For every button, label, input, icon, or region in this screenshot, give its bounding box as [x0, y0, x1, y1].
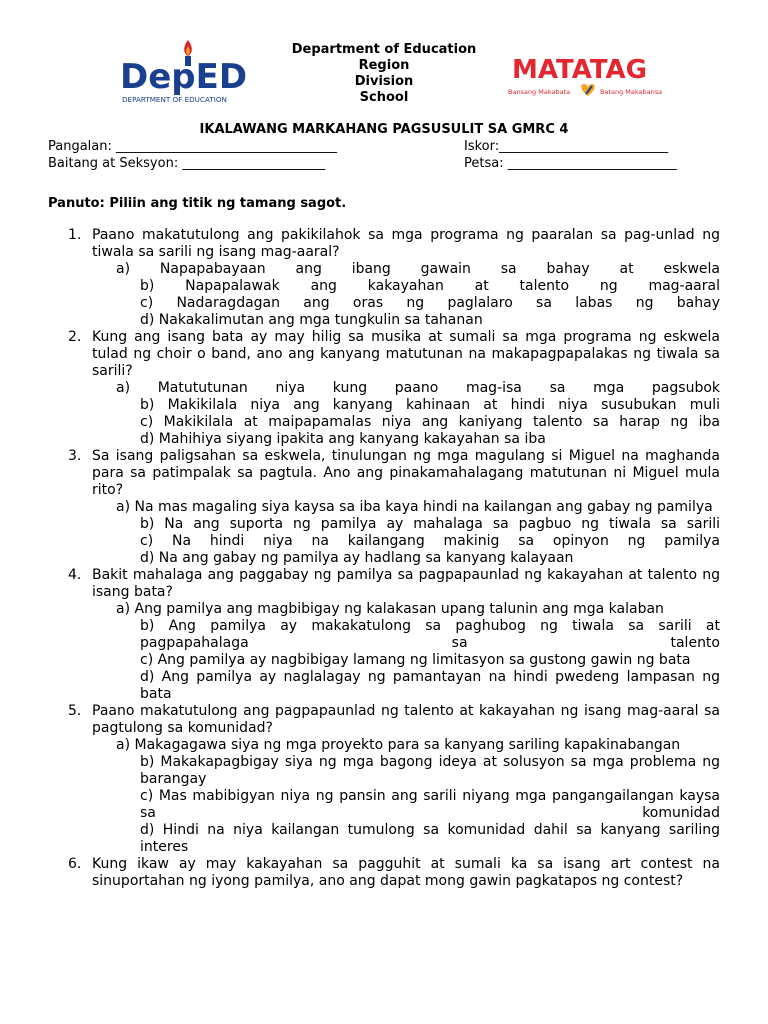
question-number: 2.	[68, 329, 82, 345]
question-number: 3.	[68, 448, 82, 464]
question-number: 4.	[68, 567, 82, 583]
option-d[interactable]: d) Na ang gabay ng pamilya ay hadlang sa kanyang kalayaan	[140, 550, 574, 566]
question-text: Sa isang paligsahan sa eskwela, tinulungan ng mga magulang si Miguel na maghanda para sa patimpalak sa pagtula. Ano ang pinakamahalagang matutunan ni Miguel mula rito?	[92, 448, 720, 498]
question-number: 1.	[68, 227, 82, 243]
option-d[interactable]: d) Ang pamilya ay naglalagay ng pamantayan na hindi pwedeng lampasan ng bata	[140, 669, 720, 702]
question-number: 6.	[68, 856, 82, 872]
score-field[interactable]: Iskor:__________________________	[464, 139, 669, 154]
question-number: 5.	[68, 703, 82, 719]
question-2	[68, 329, 720, 380]
question-text: Kung ang isang bata ay may hilig sa musika at sumali sa mga programa ng eskwela tulad ng choir o band, ano ang kanyang matutunan na makapagpapalakas ng tiwala sa sarili?	[92, 329, 720, 379]
option-b[interactable]: b) Makikilala niya ang kanyang kahinaan at hindi niya susubukan muli	[140, 397, 720, 413]
option-a[interactable]: a) Ang pamilya ang magbibigay ng kalakasan upang talunin ang mga kalaban	[116, 601, 664, 617]
date-field[interactable]: Petsa: __________________________	[464, 156, 677, 171]
exam-title: IKALAWANG MARKAHANG PAGSUSULIT SA GMRC 4	[199, 122, 569, 137]
document-header	[0, 30, 768, 110]
question-6	[68, 856, 720, 890]
option-b[interactable]: b) Napapalawak ang kakayahan at talento ng mag-aaral	[140, 278, 720, 294]
option-d[interactable]: d) Mahihiya siyang ipakita ang kanyang kakayahan sa iba	[140, 431, 546, 447]
deped-logo-text: DepED	[120, 57, 248, 97]
name-field[interactable]: Pangalan: __________________________________	[48, 139, 338, 154]
question-1	[68, 227, 720, 261]
option-c[interactable]: c) Mas mabibigyan niya ng pansin ang sarili niyang mga pangangailangan kaysa sa komunidad	[140, 788, 720, 821]
option-b[interactable]: b) Ang pamilya ay makakatulong sa paghubog ng tiwala sa sarili at pagpapahalaga sa talento	[140, 618, 720, 651]
option-a[interactable]: a) Na mas magaling siya kaysa sa iba kaya hindi na kailangan ang gabay ng pamilya	[116, 499, 713, 515]
option-b[interactable]: b) Na ang suporta ng pamilya ay mahalaga sa pagbuo ng tiwala sa sarili	[140, 516, 720, 532]
matatag-tagline-right: Batang Makabansa	[600, 88, 663, 96]
matatag-logo	[508, 52, 668, 104]
option-a[interactable]: a) Napapabayaan ang ibang gawain sa bahay at eskwela	[116, 261, 720, 277]
question-text: Paano makatutulong ang pakikilahok sa mga programa ng paaralan sa pag-unlad ng tiwala sa sarili ng isang mag-aaral?	[92, 227, 720, 260]
option-d[interactable]: d) Nakakalimutan ang mga tungkulin sa tahanan	[140, 312, 483, 328]
directions: Panuto: Piliin ang titik ng tamang sagot.	[48, 196, 347, 211]
option-a[interactable]: a) Makagagawa siya ng mga proyekto para sa kanyang sariling kapakinabangan	[116, 737, 681, 753]
grade-section-field[interactable]: Baitang at Seksyon: ______________________	[48, 156, 326, 171]
org-region: Region	[358, 58, 410, 73]
organization-block	[268, 42, 500, 106]
org-division: Division	[354, 74, 414, 89]
matatag-logo-text: MATATAG	[512, 55, 647, 85]
option-c[interactable]: c) Nadaragdagan ang oras ng paglalaro sa labas ng bahay	[140, 295, 720, 311]
org-school: School	[359, 90, 409, 105]
question-5	[68, 703, 720, 737]
deped-logo-subtitle: DEPARTMENT OF EDUCATION	[122, 95, 227, 104]
option-a[interactable]: a) Matututunan niya kung paano mag-isa sa mga pagsubok	[116, 380, 720, 396]
question-text: Paano makatutulong ang pagpapaunlad ng talento at kakayahan ng isang mag-aaral sa pagtulong sa komunidad?	[92, 703, 720, 736]
deped-logo	[118, 38, 266, 108]
question-text: Bakit mahalaga ang paggabay ng pamilya sa pagpapaunlad ng kakayahan at talento ng isang bata?	[92, 567, 720, 600]
question-text: Kung ikaw ay may kakayahan sa pagguhit at sumali ka sa isang art contest na sinuportahan ng iyong pamilya, ano ang dapat mong gawin pagkatapos ng contest?	[92, 856, 720, 889]
question-3	[68, 448, 720, 499]
option-d[interactable]: d) Hindi na niya kailangan tumulong sa komunidad dahil sa kanyang sariling interes	[140, 822, 720, 855]
question-list	[0, 227, 768, 890]
option-c[interactable]: c) Ang pamilya ay nagbibigay lamang ng limitasyon sa gustong gawin ng bata	[140, 652, 691, 668]
option-c[interactable]: c) Na hindi niya na kailangang makinig sa opinyon ng pamilya	[140, 533, 720, 549]
option-c[interactable]: c) Makikilala at maipapamalas niya ang kaniyang talento sa harap ng iba	[140, 414, 720, 430]
org-department: Department of Education	[291, 42, 477, 57]
option-b[interactable]: b) Makakapagbigay siya ng mga bagong ideya at solusyon sa mga problema ng barangay	[140, 754, 720, 787]
matatag-tagline-left: Bansang Makabata	[508, 88, 571, 96]
question-4	[68, 567, 720, 601]
